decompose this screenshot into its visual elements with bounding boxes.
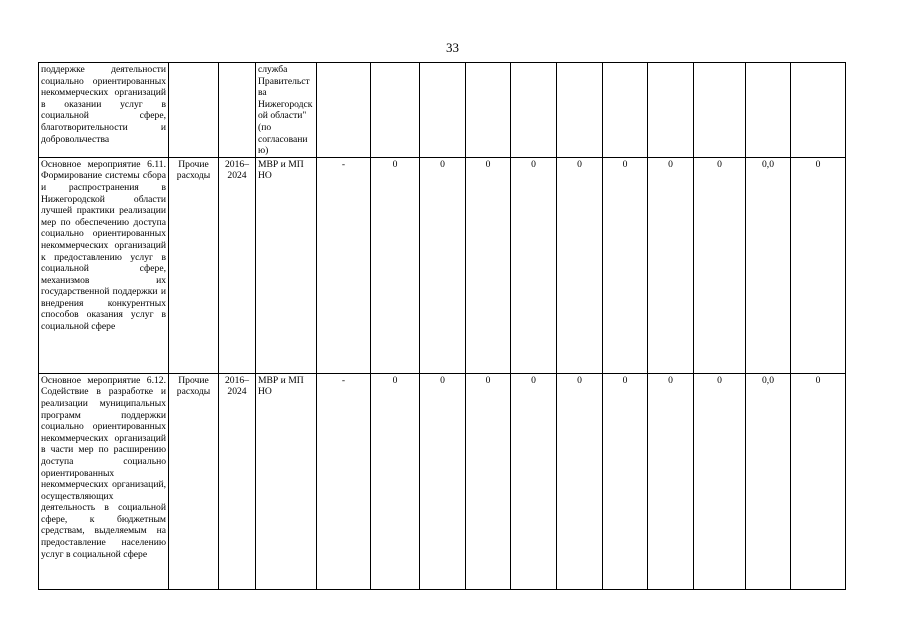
value-cell: 0 <box>791 157 846 373</box>
value-cell <box>371 63 420 158</box>
value-cell: 0 <box>648 157 694 373</box>
period: 2016–2024 <box>219 157 256 373</box>
value-cell: 0 <box>557 373 603 589</box>
value-cell: 0,0 <box>746 373 791 589</box>
value-cell <box>557 63 603 158</box>
value-cell: 0 <box>511 373 557 589</box>
value-cell: - <box>317 373 371 589</box>
value-cell: 0 <box>420 157 466 373</box>
value-cell <box>746 63 791 158</box>
value-cell <box>791 63 846 158</box>
activity-description: поддержке деятельности социально ориентированных некоммерческих организаций в оказании услуг в социальной сфере, благотворительности и добровольчества <box>39 63 169 158</box>
value-cell: 0 <box>371 157 420 373</box>
executor: служба Правительства Нижегородской области" (по согласованию) <box>256 63 317 158</box>
expense-type <box>169 63 219 158</box>
executor: МВР и МП НО <box>256 157 317 373</box>
value-cell: - <box>317 157 371 373</box>
table-row <box>39 157 846 373</box>
period: 2016–2024 <box>219 373 256 589</box>
value-cell: 0 <box>557 157 603 373</box>
table-row <box>39 373 846 589</box>
program-activities-table <box>38 62 846 590</box>
value-cell: 0 <box>420 373 466 589</box>
value-cell <box>466 63 511 158</box>
table-row <box>39 63 846 158</box>
value-cell <box>603 63 648 158</box>
value-cell: 0 <box>466 373 511 589</box>
value-cell: 0 <box>603 157 648 373</box>
value-cell <box>317 63 371 158</box>
value-cell <box>694 63 746 158</box>
activity-description: Основное мероприятие 6.11. Формирование системы сбора и распространения в Нижегородской области лучшей практики реализации мер по обеспечению доступа социально ориентированных некоммерческих организаций к предоставлению услуг в социальной сфере, механизмов их государственной поддержки и внедрения конкурентных способов оказания услуг в социальной сфере <box>39 157 169 373</box>
value-cell: 0 <box>466 157 511 373</box>
value-cell: 0 <box>694 157 746 373</box>
value-cell: 0 <box>694 373 746 589</box>
value-cell <box>648 63 694 158</box>
period <box>219 63 256 158</box>
value-cell: 0 <box>511 157 557 373</box>
expense-type: Прочие расходы <box>169 373 219 589</box>
value-cell: 0 <box>603 373 648 589</box>
value-cell: 0 <box>791 373 846 589</box>
value-cell: 0 <box>648 373 694 589</box>
executor: МВР и МП НО <box>256 373 317 589</box>
value-cell: 0 <box>371 373 420 589</box>
value-cell <box>420 63 466 158</box>
activity-description: Основное мероприятие 6.12. Содействие в разработке и реализации муниципальных программ поддержки социально ориентированных некоммерческих организаций в части мер по расширению доступа социально ориентированных некоммерческих организаций, осуществляющих деятельность в социальной сфере, к бюджетным средствам, выделяемым на предоставление населению услуг в социальной сфере <box>39 373 169 589</box>
expense-type: Прочие расходы <box>169 157 219 373</box>
value-cell <box>511 63 557 158</box>
page-number: 33 <box>446 40 459 55</box>
value-cell: 0,0 <box>746 157 791 373</box>
